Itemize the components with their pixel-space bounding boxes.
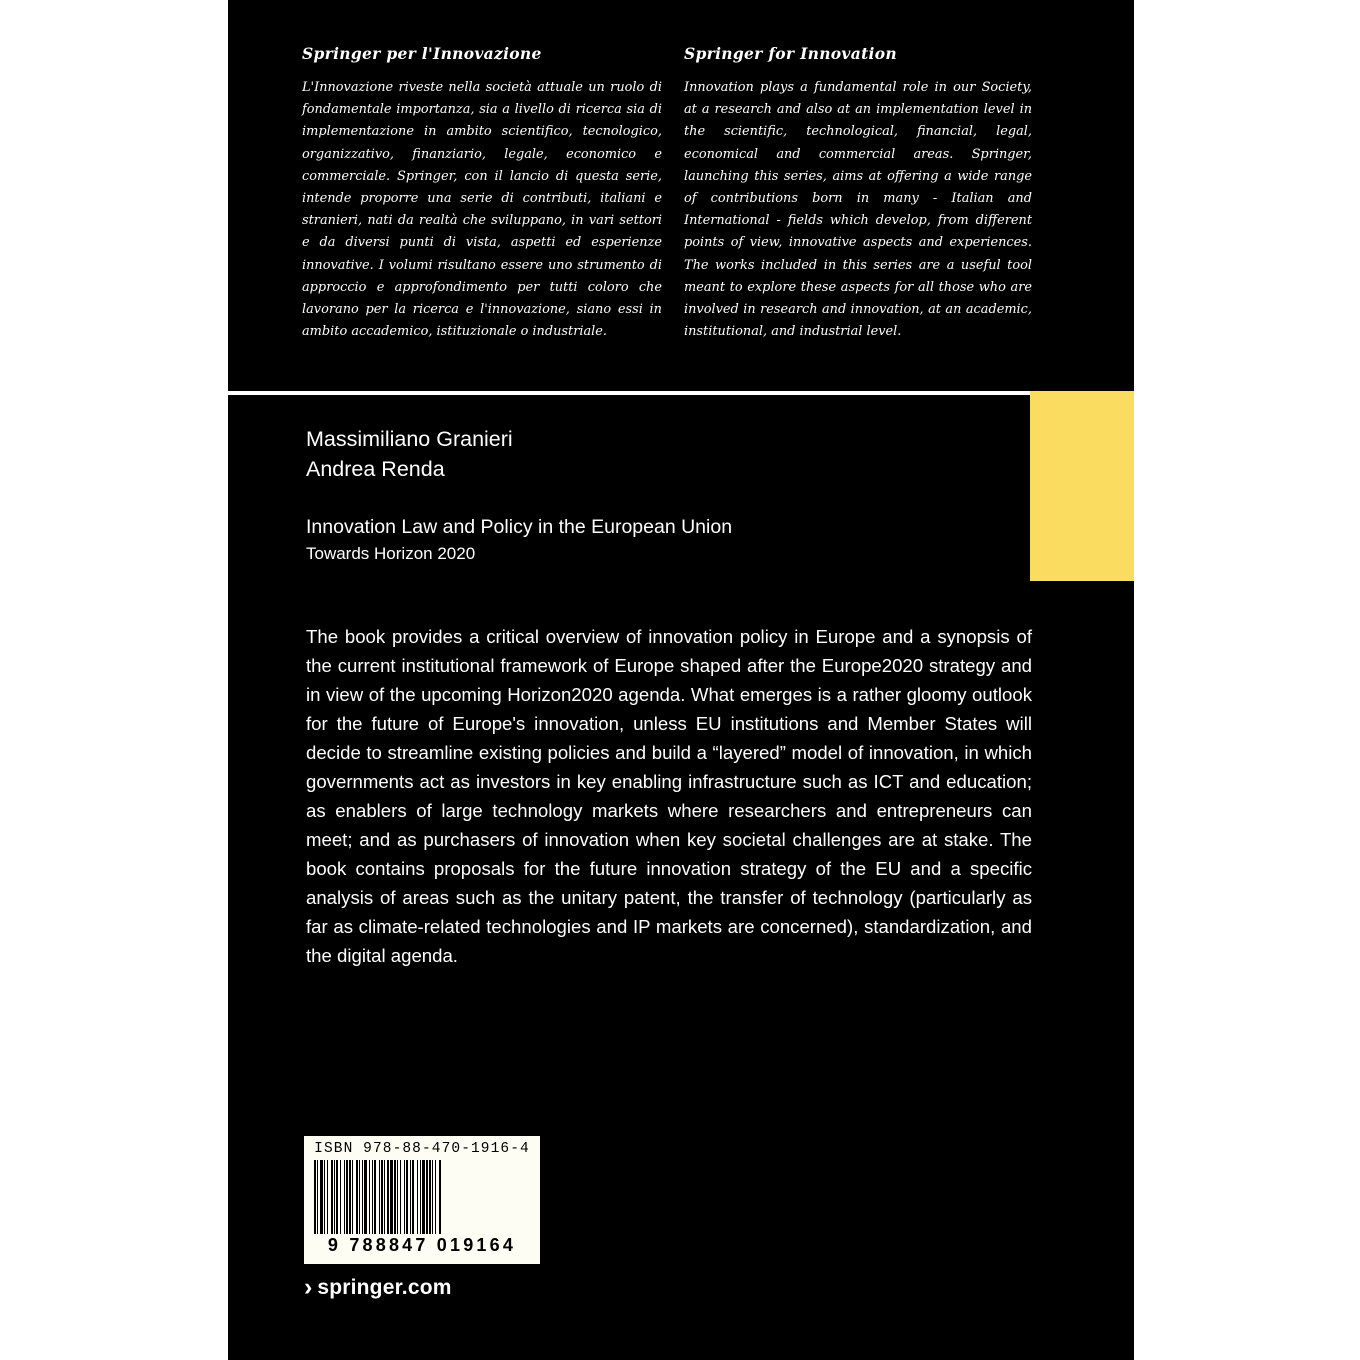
series-body-english: Innovation plays a fundamental role in our Society, at a research and also at an implementation level in the scientific, technological, financial, legal, economical and commercial areas. Springer, launching this series, aims at offering a wide range of contributions born in many - Italian and International - fields which develop, from different points of view, innovative aspects and experiences. The works included in this series are a useful tool meant to explore these aspects for all those who are involved in research and innovation, at an academic, institutional, and industrial level. (684, 80, 1032, 340)
barcode-bars (314, 1160, 530, 1234)
series-heading-italian: Springer per l'Innovazione (302, 44, 542, 63)
barcode (304, 1136, 540, 1264)
publisher-name: springer.com (317, 1275, 452, 1299)
book-subtitle: Towards Horizon 2020 (306, 544, 476, 564)
publisher-logo[interactable] (304, 1275, 452, 1300)
chevron-right-icon: › (304, 1273, 313, 1301)
series-body-italian: L'Innovazione riveste nella società attuale un ruolo di fondamentale importanza, sia a livello di ricerca sia di implementazione in ambito scientifico, tecnologico, organizzativo, finanziario, legale, economico e commerciale. Springer, con il lancio di questa serie, intende proporre una serie di contributi, italiani e stranieri, nati da realtà che sviluppano, in vari settori e da diversi punti di vista, aspetti ed esperienze innovative. I volumi risultano essere uno strumento di approccio e approfondimento per tutti coloro che lavorano per la ricerca e l'innovazione, siano essi in ambito accademico, istituzionale o industriale. (302, 80, 662, 340)
horizontal-divider (228, 391, 1134, 395)
isbn-text: ISBN 978-88-470-1916-4 (314, 1141, 530, 1157)
barcode-digits: 9 788847 019164 (327, 1235, 517, 1255)
title-block (306, 513, 732, 567)
author-name-second: Andrea Renda (306, 456, 445, 481)
author-name-first: Massimiliano Granieri (306, 427, 513, 451)
series-heading-english: Springer for Innovation (684, 44, 897, 63)
series-column-english (684, 44, 1032, 343)
series-blurb-region (228, 0, 1134, 391)
accent-color-block (1030, 391, 1134, 581)
authors (306, 425, 513, 484)
book-title: Innovation Law and Policy in the European Union (306, 516, 733, 538)
book-description: The book provides a critical overview of innovation policy in Europe and a synopsis of the current institutional framework of Europe shaped after the Europe2020 strategy and in view of the upcoming Horizon2020 agenda. What emerges is a rather gloomy outlook for the future of Europe's innovation, unless EU institutions and Member States will decide to streamline existing policies and build a “layered” model of innovation, in which governments act as investors in key enabling infrastructure such as ICT and education; as enablers of large technology markets where researchers and entrepreneurs can meet; and as purchasers of innovation when key societal challenges are at stake. The book contains proposals for the future innovation strategy of the EU and a specific analysis of areas such as the unitary patent, the transfer of technology (particularly as far as climate-related technologies and IP markets are concerned), standardization, and the digital agenda. (306, 626, 1032, 966)
series-column-italian (302, 44, 662, 343)
cover-background (228, 0, 1134, 1360)
